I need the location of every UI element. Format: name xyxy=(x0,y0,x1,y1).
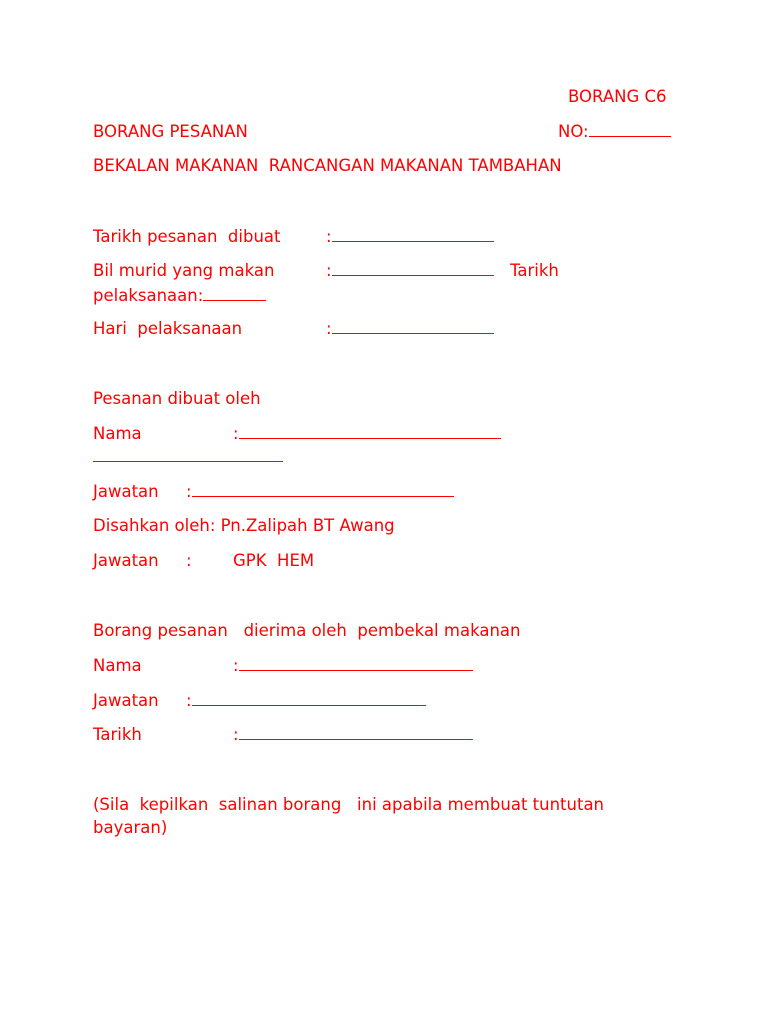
colon: : xyxy=(326,319,332,338)
form-number-field[interactable] xyxy=(558,122,671,142)
receiver-name-field[interactable] xyxy=(233,656,473,676)
orderer-name-label: Nama xyxy=(93,424,142,443)
orderer-name-blank[interactable] xyxy=(239,424,501,439)
colon: : xyxy=(326,261,332,280)
order-date-blank[interactable] xyxy=(332,227,494,242)
colon: : xyxy=(186,482,192,501)
impl-date-field[interactable] xyxy=(93,286,266,306)
orderer-name-field-cont[interactable] xyxy=(93,447,283,467)
order-date-label: Tarikh pesanan dibuat xyxy=(93,227,281,246)
impl-day-label: Hari pelaksanaan xyxy=(93,319,243,338)
receiver-position-label: Jawatan xyxy=(93,691,159,710)
ordered-by-heading: Pesanan dibuat oleh xyxy=(93,389,261,408)
orderer-position-label: Jawatan xyxy=(93,482,159,501)
receiver-position-field[interactable] xyxy=(186,691,426,711)
form-title: BORANG PESANAN xyxy=(93,122,248,141)
received-by-heading: Borang pesanan dierima oleh pembekal makanan xyxy=(93,621,521,640)
colon: : xyxy=(326,227,332,246)
approver-position-value: GPK HEM xyxy=(233,551,315,570)
colon: : xyxy=(233,424,239,443)
students-count-field[interactable] xyxy=(326,261,494,281)
colon: : xyxy=(186,691,192,710)
receiver-position-blank[interactable] xyxy=(192,691,426,706)
impl-day-blank[interactable] xyxy=(332,319,494,334)
colon: : xyxy=(233,656,239,675)
receiver-date-field[interactable] xyxy=(233,725,473,745)
order-date-field[interactable] xyxy=(326,227,494,247)
form-code: BORANG C6 xyxy=(568,87,667,106)
receiver-date-blank[interactable] xyxy=(239,725,473,740)
colon: : xyxy=(233,725,239,744)
colon: : xyxy=(186,551,192,570)
receiver-name-blank[interactable] xyxy=(239,656,473,671)
receiver-date-label: Tarikh xyxy=(93,725,142,744)
form-subtitle: BEKALAN MAKANAN RANCANGAN MAKANAN TAMBAHAN xyxy=(93,156,562,175)
impl-date-label-1: Tarikh xyxy=(510,261,559,280)
students-count-blank[interactable] xyxy=(332,261,494,276)
note-line-1: (Sila kepilkan salinan borang ini apabila membuat tuntutan xyxy=(93,795,605,814)
approved-by: Disahkan oleh: Pn.Zalipah BT Awang xyxy=(93,516,395,535)
orderer-name-field[interactable] xyxy=(233,424,501,444)
form-number-label: NO: xyxy=(558,122,589,141)
receiver-name-label: Nama xyxy=(93,656,142,675)
impl-date-label-2: pelaksanaan: xyxy=(93,286,204,305)
approver-position-label: Jawatan xyxy=(93,551,159,570)
impl-day-field[interactable] xyxy=(326,319,494,339)
orderer-name-blank-2[interactable] xyxy=(93,447,283,462)
impl-date-blank[interactable] xyxy=(203,286,266,301)
orderer-position-field[interactable] xyxy=(186,482,454,502)
orderer-position-blank[interactable] xyxy=(192,482,454,497)
students-count-label: Bil murid yang makan xyxy=(93,261,275,280)
note-line-2: bayaran) xyxy=(93,818,168,837)
form-number-blank[interactable] xyxy=(589,122,671,137)
